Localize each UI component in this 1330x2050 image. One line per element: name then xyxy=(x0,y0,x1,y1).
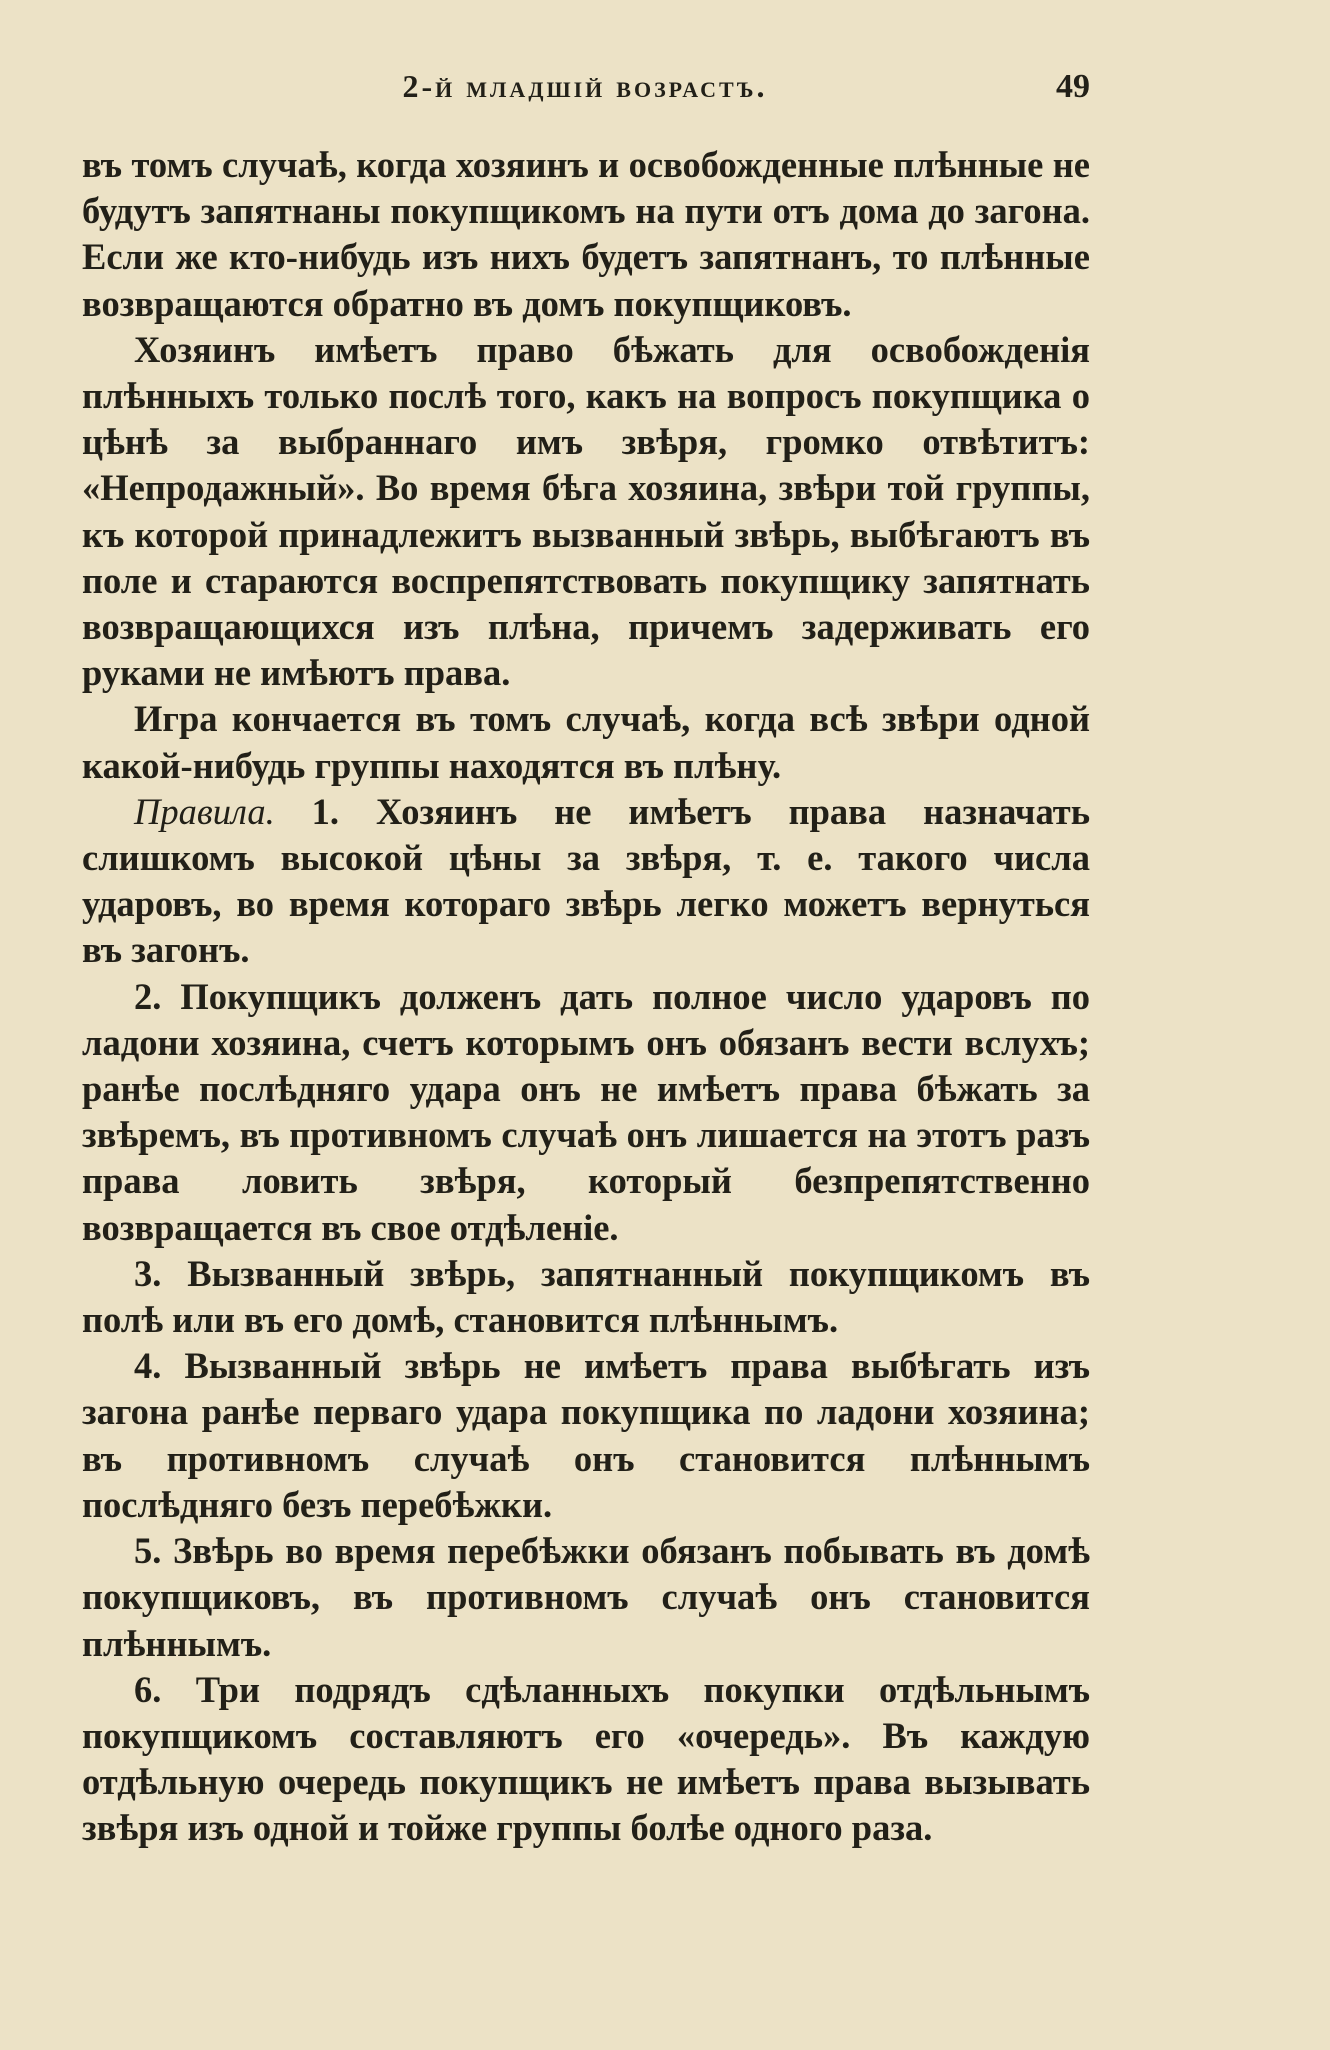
running-title: 2-й младшій возрастъ. xyxy=(402,68,768,104)
rules-paragraph-1 xyxy=(82,789,1090,974)
rule-6: 6. Три подрядъ сдѣланныхъ покупки отдѣльнымъ покупщикомъ составляютъ его «очередь». Въ каждую отдѣльную очередь покупщикъ не имѣетъ права вызывать звѣря изъ одной и тойже группы болѣе одного раза. xyxy=(82,1668,1090,1849)
running-header xyxy=(80,68,1090,118)
rule-2: 2. Покупщикъ долженъ дать полное число ударовъ по ладони хозяина, счетъ которымъ онъ обязанъ вести вслухъ; ранѣе послѣдняго удара онъ не имѣетъ права бѣжать за звѣремъ, въ противномъ случаѣ онъ лишается на этотъ разъ права ловить звѣря, который безпрепятственно возвращается въ свое отдѣленіе. xyxy=(82,975,1090,1248)
rule-4: 4. Вызванный звѣрь не имѣетъ права выбѣгать изъ загона ранѣе перваго удара покупщика по ладони хозяина; въ противномъ случаѣ онъ становится плѣннымъ послѣдняго безъ перебѣжки. xyxy=(82,1345,1090,1525)
paragraph-2: Хозяинъ имѣетъ право бѣжать для освобожденія плѣнныхъ только послѣ того, какъ на вопросъ покупщика о цѣнѣ за выбраннаго имъ звѣря, громко отвѣтитъ: «Непродажный». Во время бѣга хозяина, звѣри той группы, къ которой принадлежитъ вызванный звѣрь, выбѣгаютъ въ поле и стараются воспрепятствовать покупщику запятнать возвращающихся изъ плѣна, причемъ задерживать его руками не имѣютъ права. xyxy=(82,328,1090,694)
body-text xyxy=(82,142,1090,1852)
paragraph-3: Игра кончается въ томъ случаѣ, когда всѣ звѣри одной какой-нибудь группы находятся въ плѣну. xyxy=(82,698,1090,786)
rule-1-text: 1. Хозяинъ не имѣетъ права назначать слишкомъ высокой цѣны за звѣря, т. е. такого числа ударовъ, во время котораго звѣрь легко можетъ вернуться въ загонъ. xyxy=(82,790,1090,971)
page-number: 49 xyxy=(1056,68,1090,105)
rule-5: 5. Звѣрь во время перебѣжки обязанъ побывать въ домѣ покупщиковъ, въ противномъ случаѣ онъ становится плѣннымъ. xyxy=(82,1530,1090,1664)
paragraph-1: въ томъ случаѣ, когда хозяинъ и освобожденные плѣнные не будутъ запятнаны покупщикомъ на пути отъ дома до загона. Если же кто-нибудь изъ нихъ будетъ запятнанъ, то плѣнные возвращаются обратно въ домъ покупщиковъ. xyxy=(82,144,1090,324)
rules-heading: Правила. xyxy=(134,790,275,832)
rule-3: 3. Вызванный звѣрь, запятнанный покупщикомъ въ полѣ или въ его домѣ, становится плѣннымъ. xyxy=(82,1252,1090,1341)
